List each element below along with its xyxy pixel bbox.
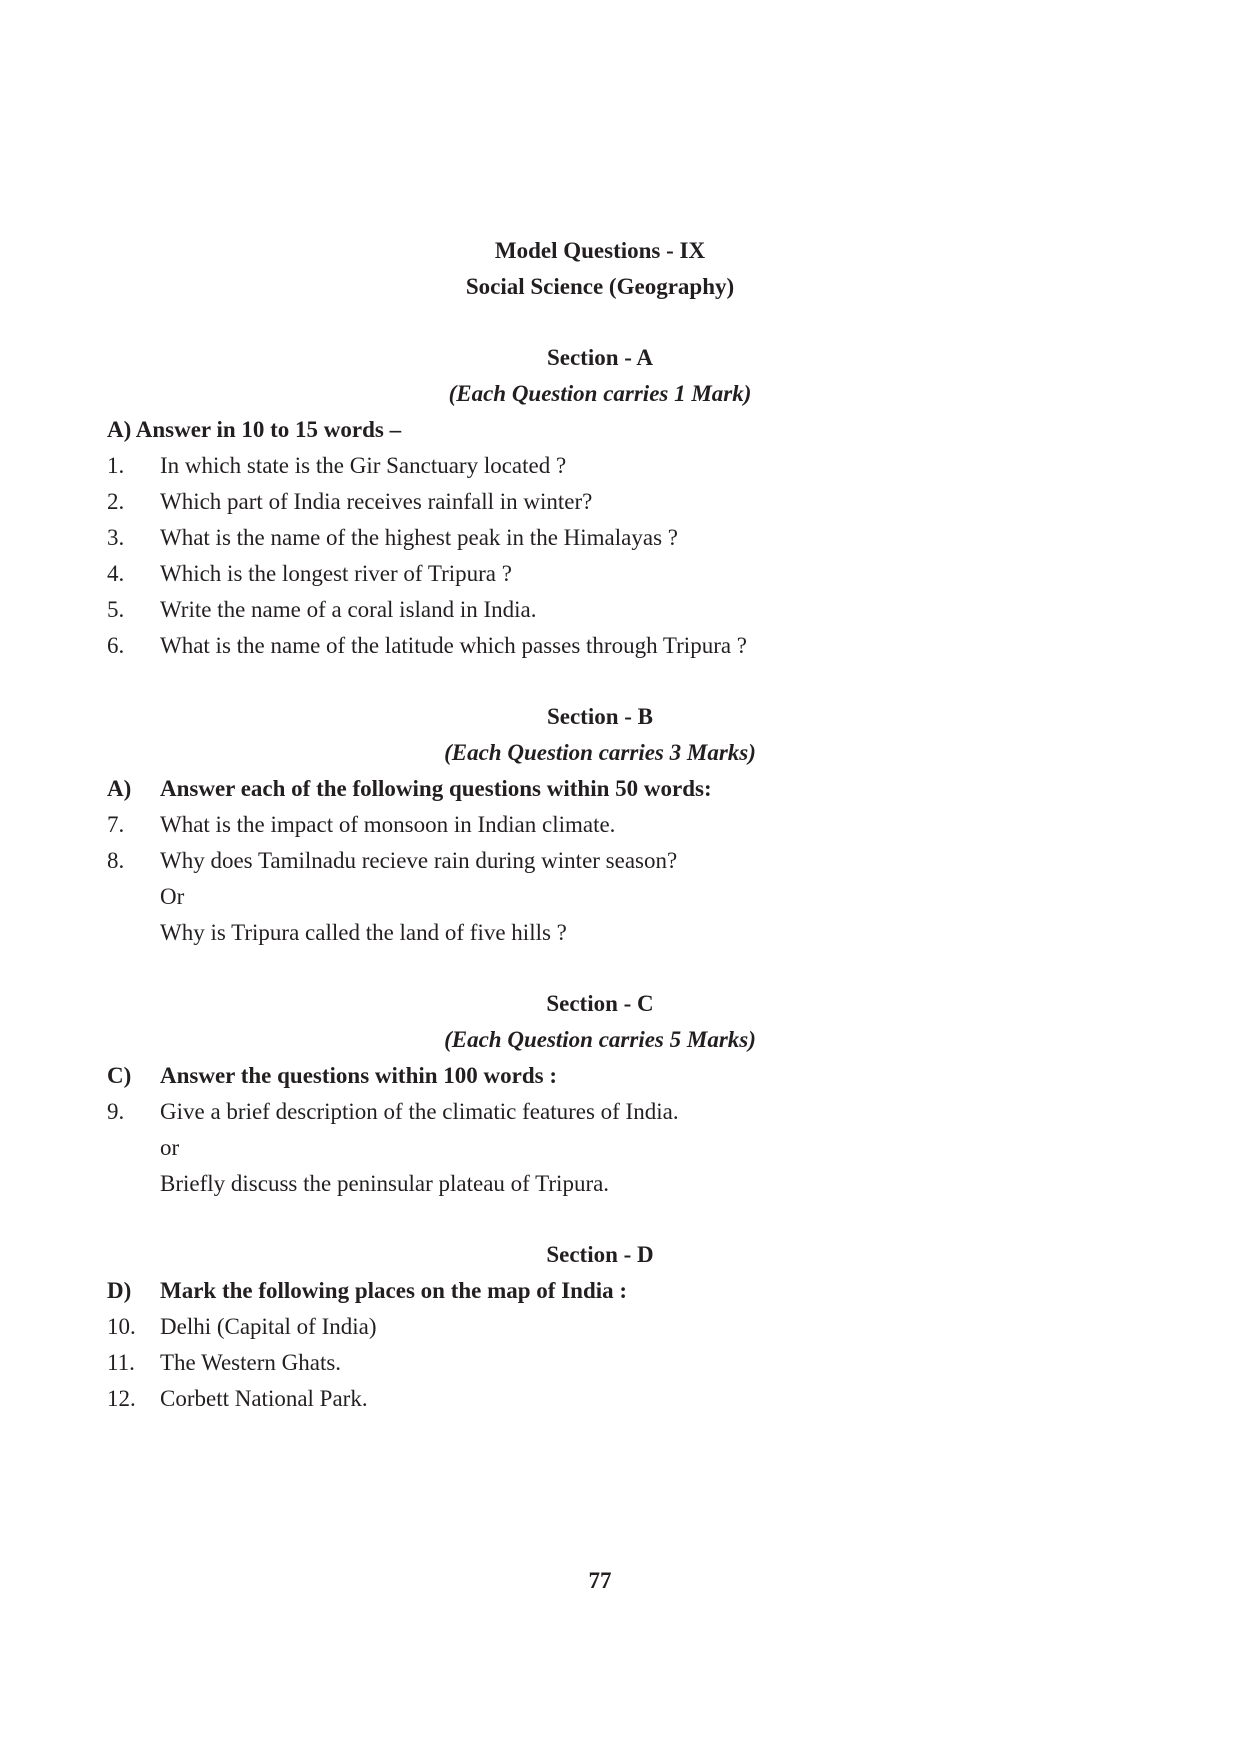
page-subtitle: Social Science (Geography) [465,274,735,299]
question-item [107,1348,341,1378]
question-number: 11. [107,1350,135,1375]
or-label: Or [160,884,185,909]
instruction-label: D) [107,1278,132,1303]
section-d-instruction [107,1276,627,1306]
question-number: 9. [107,1099,125,1124]
or-label: or [160,1135,180,1160]
question-item [107,451,566,481]
question-text: The Western Ghats. [160,1350,342,1375]
section-a-heading: Section - A [546,345,654,370]
question-number: 5. [107,597,125,622]
section-b-marks-note: (Each Question carries 3 Marks) [444,740,756,765]
instruction-label: A) [107,776,132,801]
question-text: What is the name of the latitude which passes through Tripura ? [160,633,748,658]
section-c-marks-note: (Each Question carries 5 Marks) [444,1027,756,1052]
question-number: 10. [107,1314,136,1339]
question-item [107,631,747,661]
question-item [107,846,677,876]
section-a-marks-note: (Each Question carries 1 Mark) [448,381,752,406]
page-number: 77 [588,1568,612,1593]
section-b-instruction [107,774,712,804]
question-text: Give a brief description of the climatic features of India. [160,1099,679,1124]
instruction-text: Answer each of the following questions within 50 words: [160,776,712,801]
section-c-instruction [107,1061,557,1091]
question-text: What is the impact of monsoon in Indian climate. [160,812,616,837]
question-text: Corbett National Park. [160,1386,368,1411]
section-d-heading: Section - D [546,1242,654,1267]
question-item [107,810,615,840]
question-text: Write the name of a coral island in India. [160,597,537,622]
question-text: Which part of India receives rainfall in winter? [160,489,593,514]
question-item [107,1312,377,1342]
question-number: 3. [107,525,125,550]
instruction-text: Mark the following places on the map of India : [160,1278,628,1303]
question-item [107,523,678,553]
question-text: What is the name of the highest peak in the Himalayas ? [160,525,678,550]
instruction-label: C) [107,1063,132,1088]
section-a-instruction: A) Answer in 10 to 15 words – [107,417,402,442]
question-item [107,559,512,589]
question-text: In which state is the Gir Sanctuary located ? [160,453,567,478]
page-title: Model Questions - IX [494,238,706,263]
question-number: 6. [107,633,125,658]
section-c-heading: Section - C [546,991,654,1016]
instruction-text: Answer the questions within 100 words : [160,1063,558,1088]
question-item [107,1097,679,1127]
question-number: 4. [107,561,125,586]
question-number: 2. [107,489,125,514]
question-text: Which is the longest river of Tripura ? [160,561,512,586]
question-text: Why does Tamilnadu recieve rain during winter season? [160,848,678,873]
section-b-heading: Section - B [546,704,654,729]
alternative-question: Briefly discuss the peninsular plateau of Tripura. [160,1171,610,1196]
question-item [107,1384,368,1414]
question-number: 12. [107,1386,136,1411]
question-item [107,487,592,517]
question-number: 8. [107,848,125,873]
question-number: 7. [107,812,125,837]
question-number: 1. [107,453,125,478]
alternative-question: Why is Tripura called the land of five hills ? [160,920,567,945]
question-text: Delhi (Capital of India) [160,1314,377,1339]
question-item [107,595,537,625]
